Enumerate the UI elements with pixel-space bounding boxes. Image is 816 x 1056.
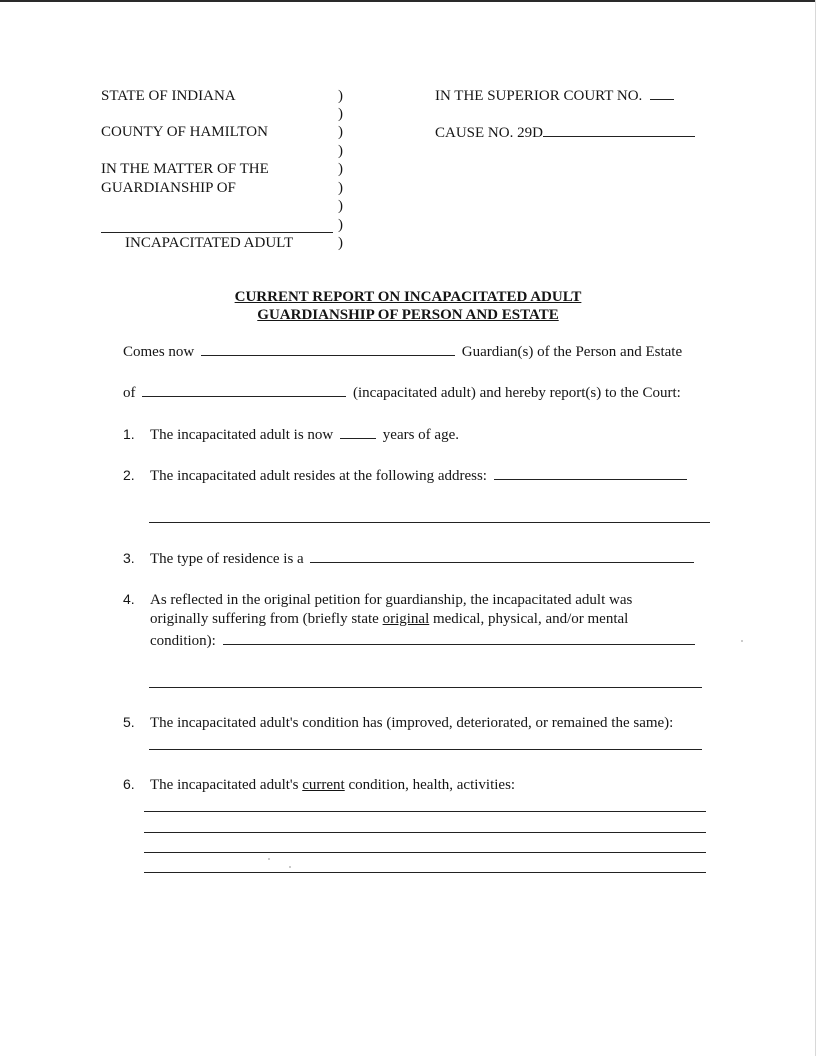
item-number: 2. xyxy=(123,467,135,483)
of-text: of xyxy=(123,385,136,401)
intro-line1 xyxy=(123,343,682,361)
item-5-text: The incapacitated adult's condition has (improved, deteriorated, or remained the same): xyxy=(150,715,674,731)
age-field[interactable] xyxy=(340,426,376,439)
item-4-line2 xyxy=(150,611,628,628)
scan-speck xyxy=(268,858,270,860)
caption-paren: ) xyxy=(338,180,343,196)
item-6-text-b: condition, health, activities: xyxy=(344,777,516,793)
caption-paren: ) xyxy=(338,217,343,233)
caption-paren: ) xyxy=(338,124,343,140)
caption-matter-line2: GUARDIANSHIP OF xyxy=(101,180,236,196)
item-1-text-b: years of age. xyxy=(382,427,459,443)
scan-speck xyxy=(741,640,743,642)
guardian-name-field[interactable] xyxy=(201,343,455,356)
item-4-text-line2a: originally suffering from (briefly state xyxy=(150,611,383,627)
caption-county: COUNTY OF HAMILTON xyxy=(101,124,268,140)
court-label: IN THE SUPERIOR COURT NO. xyxy=(435,88,643,104)
court-number-row xyxy=(435,87,674,105)
condition-change-field[interactable] xyxy=(149,749,702,750)
current-condition-field-line2[interactable] xyxy=(144,832,706,833)
caption-paren: ) xyxy=(338,143,343,159)
scan-edge-top xyxy=(0,0,816,2)
caption-paren: ) xyxy=(338,161,343,177)
item-3-text: The type of residence is a xyxy=(150,551,304,567)
intro-line2 xyxy=(123,384,681,402)
original-condition-field-line1[interactable] xyxy=(223,632,695,645)
report-title-line2: GUARDIANSHIP OF PERSON AND ESTATE xyxy=(257,307,559,323)
address-field-line1[interactable] xyxy=(494,467,687,480)
incapacitated-adult-name-field[interactable] xyxy=(142,384,346,397)
comes-now-text: Comes now xyxy=(123,344,195,360)
report-text: (incapacitated adult) and hereby report(s) to the Court: xyxy=(353,385,681,401)
item-4-text-line3: condition): xyxy=(150,633,216,649)
caption-paren: ) xyxy=(338,235,343,251)
current-condition-field-line1[interactable] xyxy=(144,811,706,812)
item-6-text-a: The incapacitated adult's xyxy=(150,777,303,793)
item-number: 5. xyxy=(123,714,135,730)
ward-name-line[interactable] xyxy=(101,232,333,233)
item-4-emphasis-original: original xyxy=(382,611,430,627)
cause-label: CAUSE NO. 29D xyxy=(435,125,543,141)
residence-type-field[interactable] xyxy=(310,550,694,563)
item-5 xyxy=(123,714,673,732)
item-6 xyxy=(123,776,515,794)
caption-state: STATE OF INDIANA xyxy=(101,88,236,104)
item-3 xyxy=(123,550,694,568)
item-number: 6. xyxy=(123,776,135,792)
item-number: 3. xyxy=(123,550,135,566)
caption-paren: ) xyxy=(338,88,343,104)
item-4-line3 xyxy=(150,632,695,650)
scan-speck xyxy=(289,866,291,868)
court-number-field[interactable] xyxy=(650,87,674,100)
item-2 xyxy=(123,467,687,485)
report-title-line1: CURRENT REPORT ON INCAPACITATED ADULT xyxy=(234,289,582,305)
current-condition-field-line4[interactable] xyxy=(144,872,706,873)
original-condition-field-line2[interactable] xyxy=(149,687,702,688)
item-6-emphasis-current: current xyxy=(302,777,345,793)
item-number: 1. xyxy=(123,426,135,442)
address-field-line2[interactable] xyxy=(149,522,710,523)
item-1 xyxy=(123,426,459,444)
item-number: 4. xyxy=(123,591,135,607)
item-4-text-line2b: medical, physical, and/or mental xyxy=(429,611,629,627)
caption-paren: ) xyxy=(338,198,343,214)
current-condition-field-line3[interactable] xyxy=(144,852,706,853)
caption-matter-line1: IN THE MATTER OF THE xyxy=(101,161,269,177)
caption-paren: ) xyxy=(338,106,343,122)
item-2-text: The incapacitated adult resides at the following address: xyxy=(150,468,487,484)
guardian-text: Guardian(s) of the Person and Estate xyxy=(461,344,683,360)
item-1-text-a: The incapacitated adult is now xyxy=(150,427,334,443)
cause-number-field[interactable] xyxy=(543,124,695,137)
item-4 xyxy=(123,591,632,609)
caption-party-label: INCAPACITATED ADULT xyxy=(125,235,294,251)
cause-number-row xyxy=(435,124,695,142)
item-4-text-line1: As reflected in the original petition for guardianship, the incapacitated adult was xyxy=(150,592,633,608)
